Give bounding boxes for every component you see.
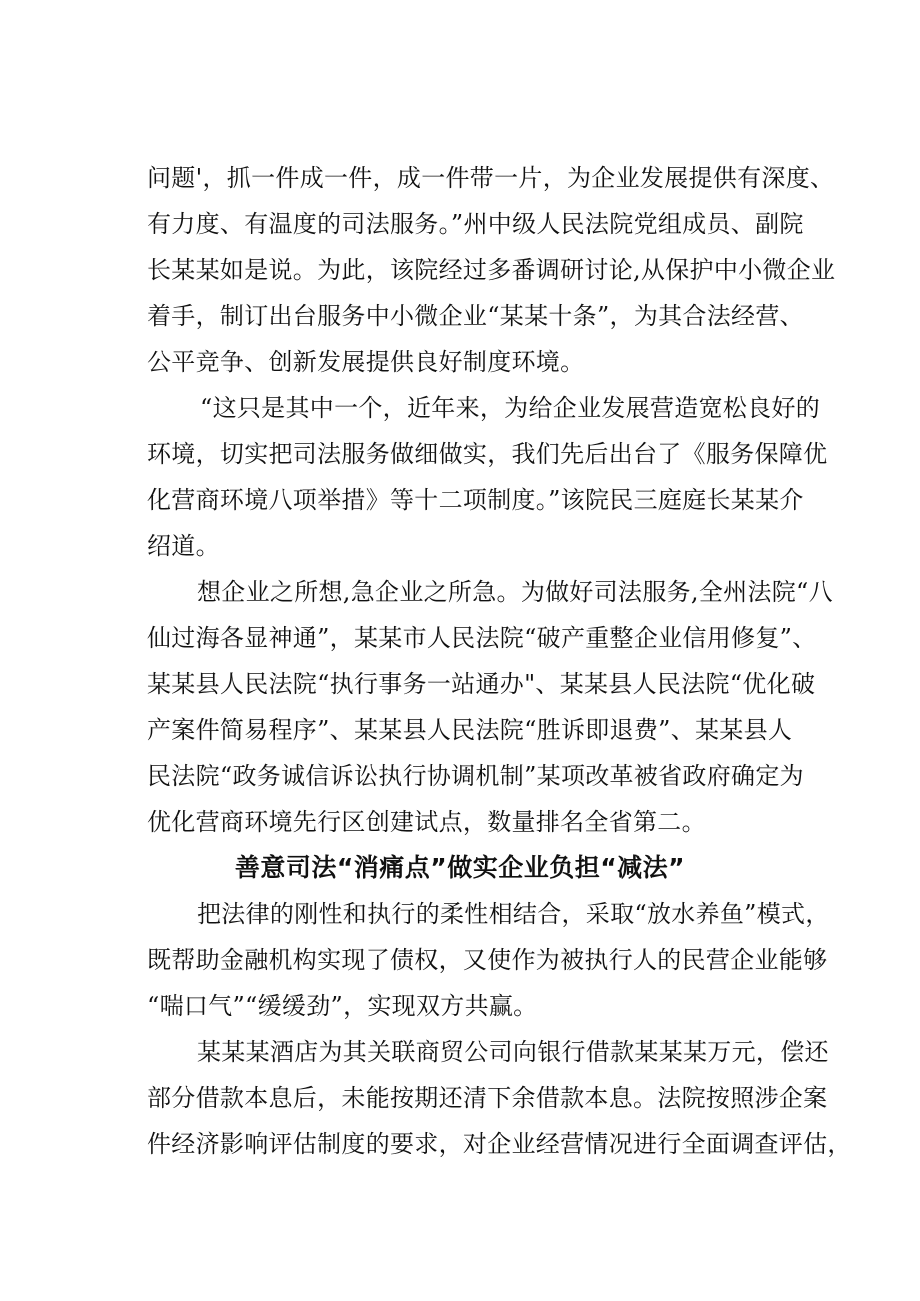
text-line: 绍道。	[147, 532, 220, 560]
text-line: 产案件简易程序”、某某县人民法院“胜诉即退费”、某某县人	[147, 716, 793, 744]
text-line: 优化营商环境先行区创建试点，数量排名全省第二。	[147, 808, 706, 836]
text-line: “这只是其中一个，近年来，为给企业发展营造宽松良好的	[200, 394, 821, 422]
text-line: 部分借款本息后，未能按期还清下余借款本息。法院按照涉企案	[147, 1084, 828, 1112]
text-line: 着手，制订出台服务中小微企业“某某十条”，为其合法经营、	[147, 302, 804, 330]
section-heading: 善意司法“消痛点”做实企业负担“减法”	[234, 853, 686, 882]
text-line: 某某某酒店为其关联商贸公司向银行借款某某某万元，偿还	[197, 1038, 829, 1066]
text-line: 环境，切实把司法服务做细做实，我们先后出台了《服务保障优	[147, 440, 828, 468]
text-line: 民法院“政务诚信诉讼执行协调机制”某项改革被省政府确定为	[147, 762, 804, 790]
text-line: 仙过海各显神通”，某某市人民法院“破产重整企业信用修复”、	[147, 624, 817, 652]
text-line: 件经济影响评估制度的要求，对企业经营情况进行全面调查评估，	[147, 1130, 852, 1158]
text-line: 公平竞争、创新发展提供良好制度环境。	[147, 348, 585, 376]
text-line: 想企业之所想,急企业之所急。为做好司法服务,全州法院“八	[197, 578, 833, 606]
text-line: 把法律的刚性和执行的柔性相结合，采取“放水养鱼”模式，	[197, 900, 830, 928]
text-line: 某某县人民法院“执行事务一站通办"、某某县人民法院“优化破	[147, 670, 816, 698]
text-line: 长某某如是说。为此，该院经过多番调研讨论,从保护中小微企业	[147, 256, 836, 284]
text-line: 既帮助金融机构实现了债权，又使作为被执行人的民营企业能够	[147, 946, 828, 974]
text-line: 化营商环境八项举措》等十二项制度。”该院民三庭庭长某某介	[147, 486, 804, 514]
text-line: “喘口气”“缓缓劲”，实现双方共赢。	[147, 992, 538, 1020]
text-line: 有力度、有温度的司法服务。”州中级人民法院党组成员、副院	[147, 210, 804, 238]
text-line: 问题'，抓一件成一件，成一件带一片，为企业发展提供有深度、	[147, 164, 835, 192]
